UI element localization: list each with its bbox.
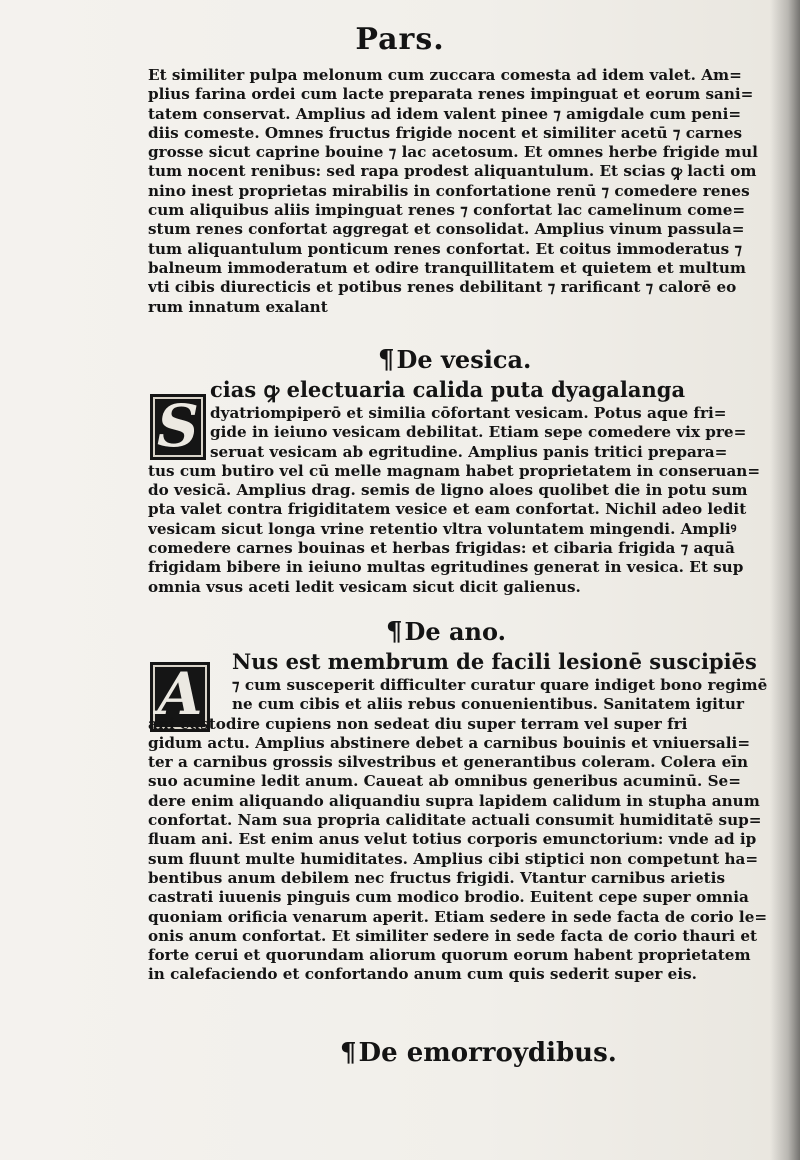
text-line: fluam ani. Est enim anus velut totius corporis emunctorium: vnde ad ip [148,830,757,849]
text-line: forte cerui et quorundam aliorum quorum eorum habent proprietatem [148,946,751,965]
text-line: grosse sicut caprine bouine ⁊ lac acetosum. Et omnes herbe frigide mul [148,143,758,162]
text-line: frigidam bibere in ieiuno multas egritudines generat in vesica. Et sup [148,558,744,577]
text-line: sum fluunt multe humiditates. Amplius cibi stiptici non competunt ha= [148,849,759,868]
text-line: diis comeste. Omnes fructus frigide nocent et similiter acetū ⁊ carnes [148,123,743,142]
page-gutter-shadow [770,0,800,1160]
text-line: dyatriompiperō et similia cōfortant vesicam. Potus aque fri= [210,404,727,422]
paragraph-vesica [148,376,774,597]
text-line: rum innatum exalant [148,297,328,316]
text-line: Et similiter pulpa melonum cum zuccara comesta ad idem valet. Am= [148,66,742,84]
text-line: ani custodire cupiens non sedeat diu super terram vel super fri [148,714,688,733]
decorated-initial-a: A [150,662,210,732]
paragraph-lines [148,676,774,985]
text-line: in calefaciendo et confortando anum cum quis sederit super eis. [148,965,697,984]
text-line: ⁊ cum susceperit difficulter curatur quare indiget bono regimē [232,676,768,694]
pilcrow-icon: ¶ [340,1038,357,1068]
decorated-initial-s: S [150,394,206,460]
text-line: confortat. Nam sua propria caliditate actuali consumit humiditatē sup= [148,811,762,830]
text-line: balneum immoderatum et odire tranquillitatem et quietem et multum [148,258,746,277]
text-line: pta valet contra frigiditatem vesice et eam confortat. Nichil adeo ledit [148,500,747,519]
text-line: tum aliquantulum ponticum renes confortat. Et coitus immoderatus ⁊ [148,239,743,258]
text-line: ne cum cibis et aliis rebus conuenientibus. Sanitatem igitur [232,695,744,714]
heading-vesica [378,345,531,375]
paragraph-renes [148,66,774,317]
lead-line: Nus est membrum de facili lesionē suscipiēs [232,649,757,674]
text-line: nino inest proprietas mirabilis in confortatione renū ⁊ comedere renes [148,181,750,200]
paragraph-ano [148,648,774,985]
text-line: tatem conservat. Amplius ad idem valent pinee ⁊ amigdale cum peni= [148,104,742,123]
text-line: ter a carnibus grossis silvestribus et generantibus coleram. Colera eīn [148,753,749,772]
text-line: gidum actu. Amplius abstinere debet a carnibus bouinis et vniuersali= [148,733,751,752]
text-line: vti cibis diurecticis et potibus renes debilitant ⁊ rarificant ⁊ calorē eo [148,278,737,297]
heading-text: De ano. [404,617,506,646]
heading-text: De vesica. [396,345,532,374]
text-line: dere enim aliquando aliquandiu supra lapidem calidum in stupha anum [148,791,760,810]
text-line: suo acumine ledit anum. Caueat ab omnibus generibus acuminū. Se= [148,772,741,791]
paragraph-lines [148,404,774,597]
text-line: cum aliquibus aliis impinguat renes ⁊ confortat lac camelinum come= [148,201,746,220]
text-line: tum nocent renibus: sed rapa prodest aliquantulum. Et scias ꝙ lacti om [148,162,757,181]
heading-ano [386,617,506,647]
text-line: plius farina ordei cum lacte preparata renes impinguat et eorum sani= [148,85,754,104]
text-line: tus cum butiro vel cū melle magnam habet proprietatem in conseruan= [148,461,761,480]
text-line: onis anum confortat. Et similiter sedere in sede facta de corio thauri et [148,926,758,945]
text-line: quoniam orificia venarum aperit. Etiam sedere in sede facta de corio le= [148,907,768,926]
text-line: comedere carnes bouinas et herbas frigidas: et cibaria frigida ⁊ aquā [148,539,735,558]
paragraph-lines [148,66,774,317]
text-line: seruat vesicam ab egritudine. Amplius panis tritici prepara= [210,442,728,461]
heading-text: De emorroydibus. [358,1038,617,1068]
pilcrow-icon: ¶ [386,617,403,647]
text-line: stum renes confortat aggregat et consolidat. Amplius vinum passula= [148,220,745,239]
pilcrow-icon: ¶ [378,345,395,375]
text-line: castrati iuuenis pinguis cum modico brodio. Euitent cepe super omnia [148,888,749,907]
heading-emorroydibus [340,1038,617,1068]
text-line: gide in ieiuno vesicam debilitat. Etiam sepe comedere vix pre= [210,423,747,442]
lead-line: cias ꝙ electuaria calida puta dyagalanga [210,377,686,402]
text-line: bentibus anum debilem nec fructus frigidi. Vtantur carnibus arietis [148,868,726,887]
text-line: do vesicā. Amplius drag. semis de ligno aloes quolibet die in potu sum [148,481,748,500]
page-header: Pars. [355,22,445,57]
text-line: vesicam sicut longa vrine retentio vltra voluntatem mingendi. Ampliꝰ [148,519,737,538]
text-line: omnia vsus aceti ledit vesicam sicut dicit galienus. [148,577,581,596]
